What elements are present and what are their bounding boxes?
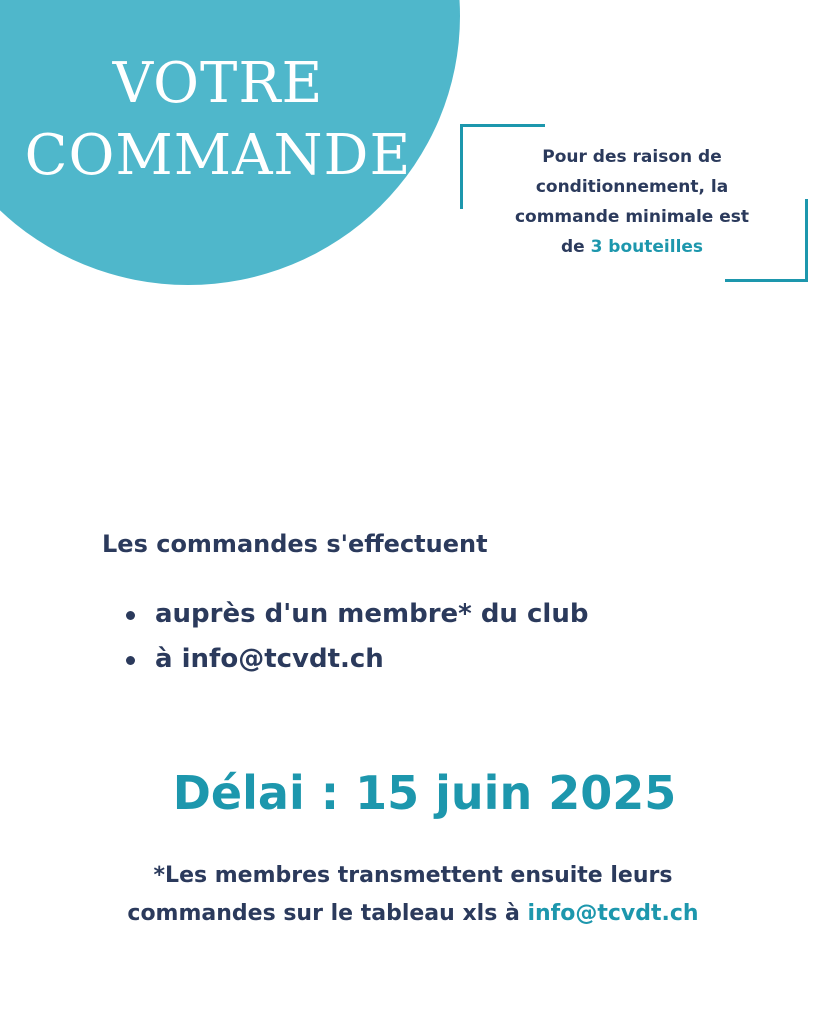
bullet-icon <box>126 611 135 620</box>
page-title-line-1: VOTRE <box>112 51 324 116</box>
minimum-quantity: 3 bouteilles <box>590 237 704 257</box>
footnote-line-2-prefix: commandes sur le tableau xls à <box>127 901 528 926</box>
footnote-line-2 <box>0 895 819 933</box>
note-line-4-prefix: de <box>560 237 591 257</box>
list-item <box>124 637 588 682</box>
list-item-label: à info@tcvdt.ch <box>155 644 384 674</box>
bullet-icon <box>126 656 135 665</box>
page-title-line-2: COMMANDE <box>24 122 412 188</box>
page-title <box>8 48 428 191</box>
footnote <box>0 857 819 933</box>
list-item <box>124 592 588 637</box>
orders-list <box>124 592 588 682</box>
note-line-3: commande minimale est <box>514 207 750 227</box>
list-item-label: auprès d'un membre* du club <box>155 599 589 629</box>
deadline: Délai : 15 juin 2025 <box>172 766 677 820</box>
note-line-2: conditionnement, la <box>535 177 729 197</box>
minimum-order-note <box>474 142 790 262</box>
note-line-1: Pour des raison de <box>542 147 722 167</box>
footnote-line-1: *Les membres transmettent ensuite leurs <box>153 863 673 888</box>
footnote-email: info@tcvdt.ch <box>527 901 699 926</box>
note-line-4 <box>474 232 790 262</box>
orders-heading: Les commandes s'effectuent <box>102 530 488 558</box>
